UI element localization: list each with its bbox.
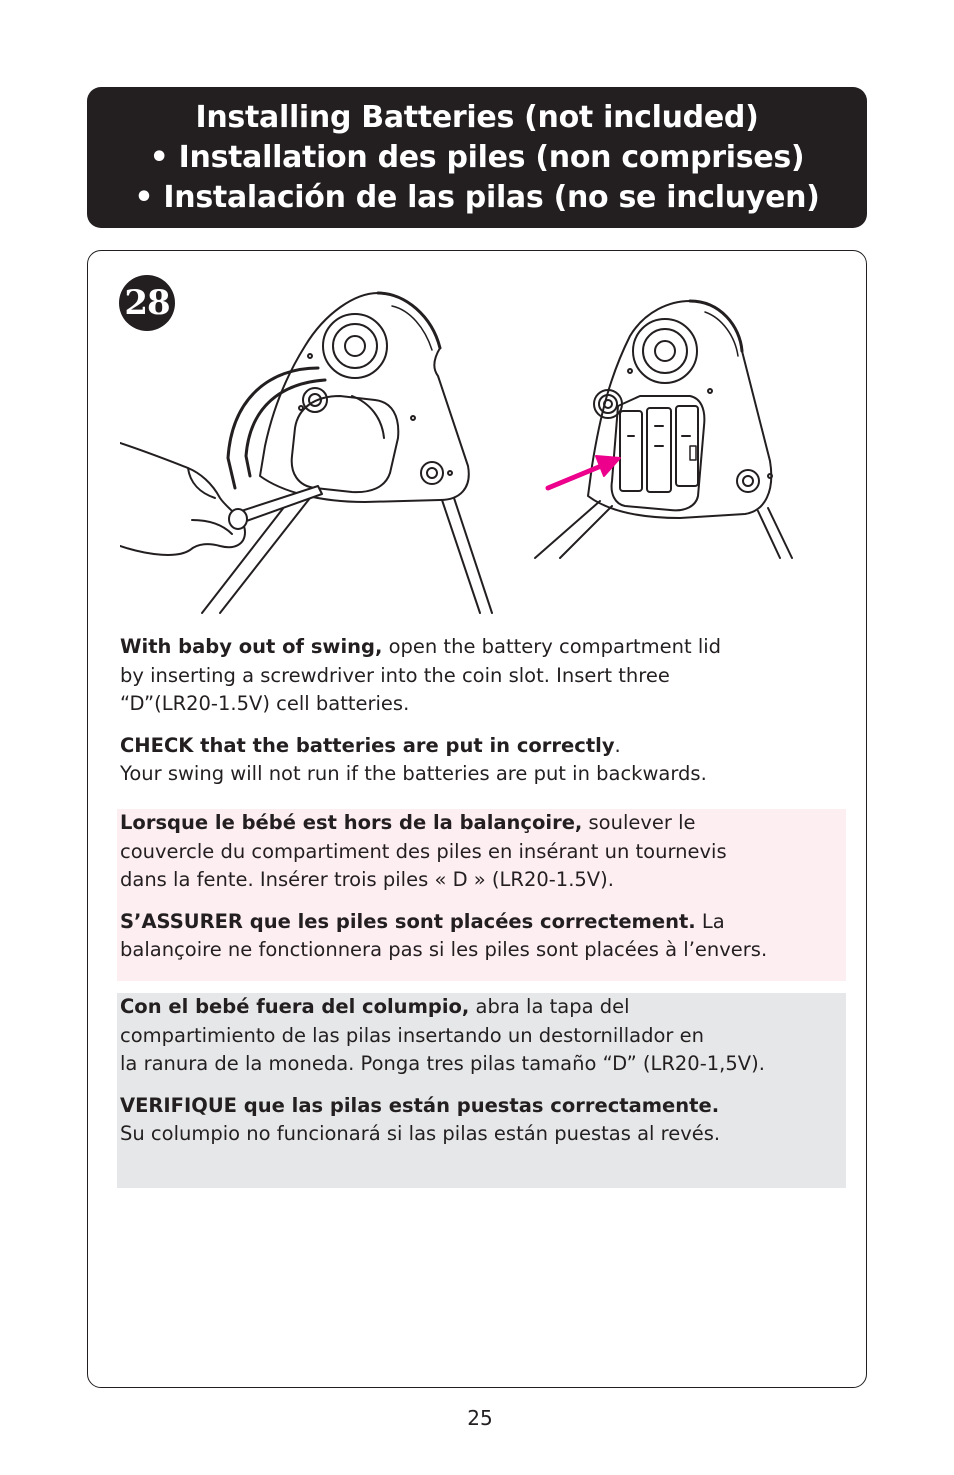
- french-p1-line1: soulever le: [582, 811, 696, 834]
- spanish-p1-line1: abra la tapa del: [469, 995, 630, 1018]
- english-paragraph-1: [120, 633, 846, 719]
- english-paragraph-2: [120, 732, 846, 789]
- title-english: Installing Batteries (not included): [195, 99, 759, 135]
- spanish-p1-bold: Con el bebé fuera del columpio,: [120, 995, 470, 1018]
- screwdriver-opening-lid-illustration: [120, 288, 495, 618]
- french-p1-line2: couvercle du compartiment des piles en insérant un tournevis: [120, 839, 727, 863]
- spanish-paragraph-2: [120, 1092, 846, 1149]
- english-p2-period: .: [614, 733, 621, 757]
- english-p2-bold: CHECK that the batteries are put in correctly: [120, 733, 615, 757]
- open-battery-compartment-illustration: [530, 296, 800, 562]
- english-p1-bold: With baby out of swing,: [120, 635, 383, 658]
- french-p2-line2: balançoire ne fonctionnera pas si les piles sont placées à l’envers.: [120, 938, 768, 961]
- spanish-p1-line3: la ranura de la moneda. Ponga tres pilas tamaño “D” (LR20-1,5V).: [120, 1052, 765, 1075]
- french-p1-bold: Lorsque le bébé est hors de la balançoire,: [120, 811, 583, 834]
- french-paragraph-2: [120, 908, 846, 965]
- spanish-p1-line2: compartimiento de las pilas insertando un destornillador en: [120, 1023, 704, 1047]
- title-banner: [87, 87, 867, 228]
- english-p1-line1: open the battery compartment lid: [382, 635, 722, 658]
- english-p1-line2: by inserting a screwdriver into the coin slot. Insert three: [120, 663, 670, 687]
- french-instructions: [117, 809, 846, 981]
- english-instructions: [120, 633, 846, 789]
- spanish-paragraph-1: [120, 993, 846, 1079]
- english-p1-line3: “D”(LR20-1.5V) cell batteries.: [120, 692, 410, 715]
- title-french: • Installation des piles (non comprises): [149, 139, 805, 175]
- french-p2-bold: S’ASSURER que les piles sont placées correctement.: [120, 909, 696, 933]
- french-paragraph-1: [120, 809, 846, 895]
- step-number-badge: 28: [119, 275, 175, 331]
- spanish-p2-line2: Su columpio no funcionará si las pilas están puestas al revés.: [120, 1122, 721, 1145]
- spanish-p2-bold: VERIFIQUE que las pilas están puestas correctamente.: [120, 1093, 720, 1117]
- page-number: 25: [467, 1406, 493, 1430]
- english-p2-line2: Your swing will not run if the batteries are put in backwards.: [120, 762, 707, 785]
- french-p1-line3: dans la fente. Insérer trois piles « D » (LR20-1.5V).: [120, 868, 614, 891]
- spanish-instructions: [117, 993, 846, 1188]
- french-p2-line1: La: [695, 909, 725, 933]
- title-spanish: • Instalación de las pilas (no se incluyen): [134, 179, 820, 215]
